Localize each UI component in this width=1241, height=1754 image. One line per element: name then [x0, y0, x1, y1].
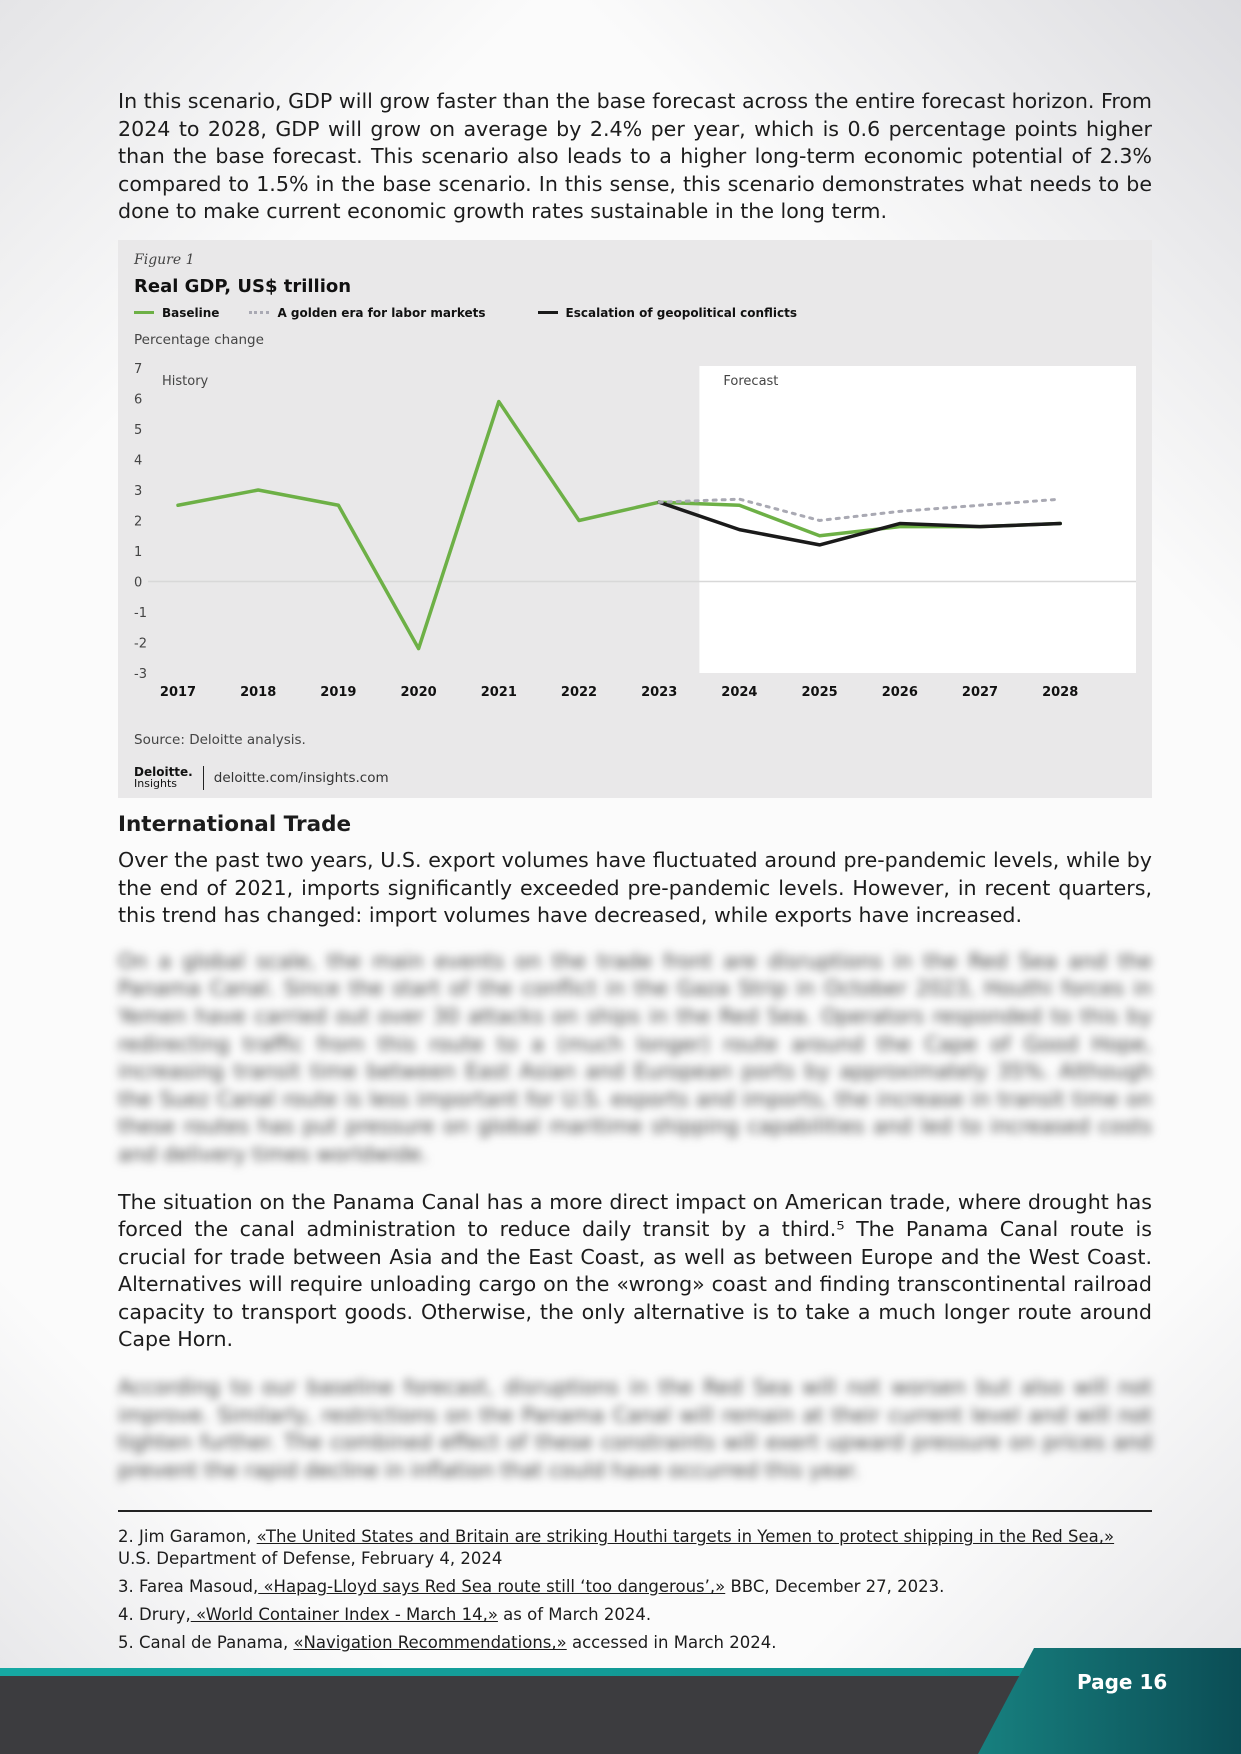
y-tick-label: -1: [134, 605, 147, 621]
footnote-2-link[interactable]: «The United States and Britain are striking Houthi targets in Yemen to protect shipping in the Red Sea,»: [256, 1527, 1115, 1547]
footnote-4-link[interactable]: «World Container Index - March 14,»: [190, 1605, 498, 1625]
footnote-3: [118, 1576, 1152, 1598]
legend-golden-era-swatch: [249, 311, 269, 314]
figure-title: Real GDP, US$ trillion: [134, 275, 352, 297]
brand-main: Deloitte.: [134, 764, 193, 779]
legend-golden-era: [249, 306, 485, 320]
y-tick-label: 7: [134, 361, 143, 377]
brand-sub: Insights: [134, 776, 178, 790]
y-axis-label: Percentage change: [134, 331, 264, 348]
x-tick-label: 2028: [1042, 684, 1079, 700]
x-tick-label: 2021: [480, 684, 517, 700]
footnote-2-prefix: 2. Jim Garamon,: [118, 1527, 257, 1547]
brand-divider: [203, 766, 204, 790]
x-tick-label: 2020: [400, 684, 437, 700]
x-tick-label: 2018: [240, 684, 277, 700]
footnote-4-prefix: 4. Drury,: [118, 1605, 191, 1625]
footnote-2: [118, 1526, 1152, 1570]
footnote-2-suffix: U.S. Department of Defense, February 4, 2024: [118, 1549, 503, 1569]
legend-escalation-label: Escalation of geopolitical conflicts: [565, 305, 798, 320]
history-label: History: [162, 373, 209, 389]
footnote-4-suffix: as of March 2024.: [497, 1605, 652, 1625]
footnote-3-prefix: 3. Farea Masoud,: [118, 1577, 259, 1597]
footnotes: [118, 1526, 1152, 1654]
y-tick-label: 2: [134, 514, 143, 530]
trade-paragraph-3: The situation on the Panama Canal has a more direct impact on American trade, where drought has forced the canal administration to reduce daily transit by a third.⁵ The Panama Canal route is crucial for trade between Asia and the East Coast, as well as between Europe and the West Coast. Alternatives will require unloading cargo on the «wrong» coast and finding transcontinental railroad capacity to transport goods. Otherwise, the only alternative is to take a much longer route around Cape Horn.: [118, 1189, 1152, 1352]
forecast-label: Forecast: [723, 373, 779, 389]
figure-label: Figure 1: [134, 251, 195, 268]
legend-baseline: [134, 306, 219, 320]
y-tick-label: 3: [134, 483, 143, 499]
legend-golden-era-label: A golden era for labor markets: [277, 305, 486, 320]
legend-baseline-swatch: [134, 311, 154, 314]
legend-baseline-label: Baseline: [162, 305, 220, 320]
footnote-5-prefix: 5. Canal de Panama,: [118, 1633, 294, 1653]
x-tick-label: 2017: [159, 684, 197, 700]
y-tick-label: 0: [134, 575, 143, 591]
page-content: [118, 88, 1152, 1660]
x-tick-label: 2022: [560, 684, 598, 700]
legend-escalation: [538, 306, 798, 320]
y-tick-label: 4: [134, 453, 143, 469]
footnote-divider: [118, 1510, 1152, 1512]
brand-url: deloitte.com/insights.com: [213, 769, 389, 786]
section-heading-international-trade: International Trade: [118, 811, 352, 837]
gdp-line-chart: [118, 240, 1152, 798]
footnote-3-suffix: BBC, December 27, 2023.: [725, 1577, 945, 1597]
footnote-5-suffix: accessed in March 2024.: [566, 1633, 777, 1653]
x-tick-label: 2019: [320, 684, 357, 700]
figure-source: Source: Deloitte analysis.: [134, 731, 306, 748]
gdp-figure: [118, 240, 1152, 798]
x-tick-label: 2023: [641, 684, 678, 700]
footnote-5-link[interactable]: «Navigation Recommendations,»: [293, 1633, 567, 1653]
y-tick-label: -2: [134, 636, 147, 652]
y-tick-label: 1: [134, 544, 143, 560]
legend-escalation-swatch: [538, 311, 558, 314]
deloitte-logo: [134, 764, 193, 790]
y-tick-label: -3: [134, 666, 147, 682]
footnote-4: [118, 1604, 1152, 1626]
figure-branding: [134, 766, 389, 790]
page-number: Page 16: [1077, 1670, 1168, 1694]
x-tick-label: 2024: [721, 684, 758, 700]
x-tick-label: 2027: [961, 684, 999, 700]
x-tick-label: 2025: [801, 684, 838, 700]
intro-paragraph: In this scenario, GDP will grow faster than the base forecast across the entire forecast horizon. From 2024 to 2028, GDP will grow on average by 2.4% per year, which is 0.6 percentage points higher than the base forecast. This scenario also leads to a higher long-term economic potential of 2.3% compared to 1.5% in the base scenario. In this sense, this scenario demonstrates what needs to be done to make current economic growth rates sustainable in the long term.: [118, 89, 1152, 224]
trade-paragraph-2-blurred: On a global scale, the main events on the trade front are disruptions in the Red Sea and the Panama Canal. Since the start of the conflict in the Gaza Strip in October 2023, Houthi forces in Yemen have carried out over 30 attacks on ships in the Red Sea. Operators responded to this by redirecting traffic from this route to a (much longer) route around the Cape of Good Hope, increasing transit time between East Asian and European ports by approximately 35%. Although the Suez Canal route is less important for U.S. exports and imports, the increase in transit time on these routes has put pressure on global maritime shipping capabilities and led to increased costs and delivery times worldwide.: [118, 948, 1152, 1166]
y-tick-label: 5: [134, 422, 143, 438]
footnote-3-link[interactable]: «Hapag-Lloyd says Red Sea route still ‘too dangerous’,»: [258, 1577, 726, 1597]
trade-paragraph-4-blurred: According to our baseline forecast, disruptions in the Red Sea will not worsen but also will not improve. Similarly, restrictions on the Panama Canal will remain at their current level and will not tighten further. The combined effect of these constraints will exert upward pressure on prices and prevent the rapid decline in inflation that could have occurred this year.: [118, 1375, 1152, 1482]
forecast-region: [699, 366, 1136, 673]
chart-legend: [134, 306, 797, 320]
footnote-5: [118, 1632, 1152, 1654]
y-tick-label: 6: [134, 392, 143, 408]
x-tick-label: 2026: [881, 684, 918, 700]
trade-paragraph-1: Over the past two years, U.S. export volumes have fluctuated around pre-pandemic levels, while by the end of 2021, imports significantly exceeded pre-pandemic levels. However, in recent quarters, this trend has changed: import volumes have decreased, while exports have increased.: [118, 847, 1152, 928]
